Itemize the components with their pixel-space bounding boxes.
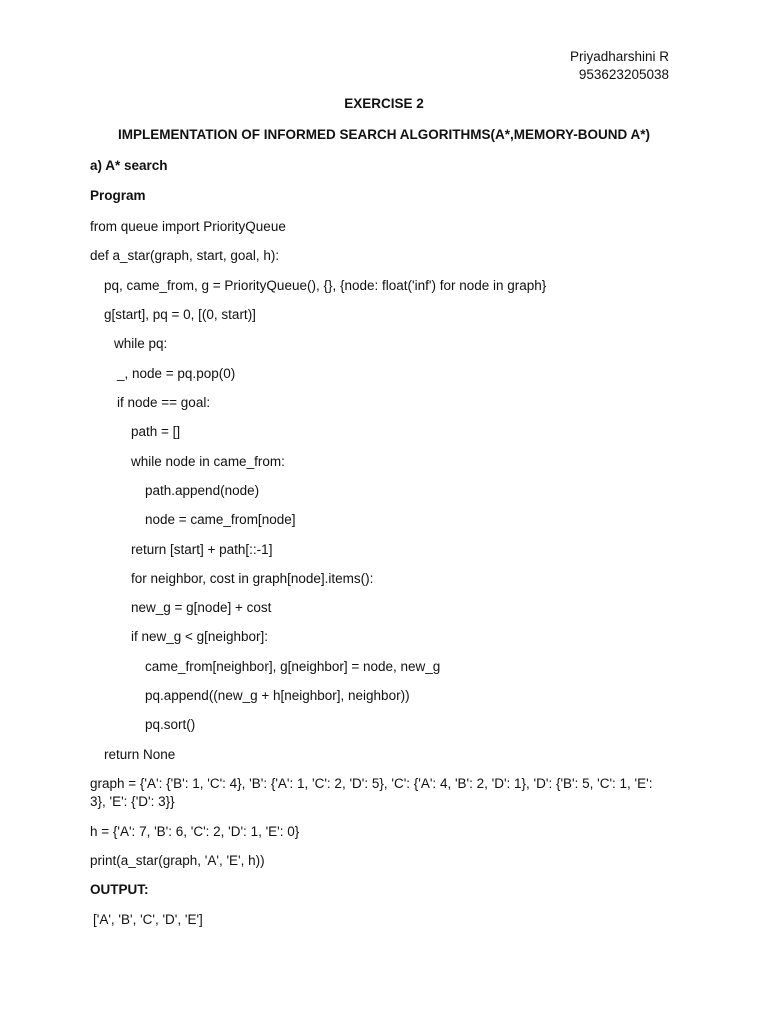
code-line: node = came_from[node]	[145, 512, 296, 527]
code-line: for neighbor, cost in graph[node].items():	[131, 571, 374, 586]
exercise-title: EXERCISE 2	[344, 96, 424, 111]
code-line: def a_star(graph, start, goal, h):	[90, 248, 280, 263]
code-line: pq, came_from, g = PriorityQueue(), {}, {node: float('inf') for node in graph}	[104, 278, 547, 293]
author-id: 953623205038	[578, 67, 669, 82]
author-name: Priyadharshini R	[569, 49, 669, 64]
code-line: g[start], pq = 0, [(0, start)]	[104, 307, 256, 322]
code-line: path = []	[131, 424, 181, 439]
output-value: ['A', 'B', 'C', 'D', 'E']	[93, 912, 203, 927]
code-line: h = {'A': 7, 'B': 6, 'C': 2, 'D': 1, 'E': 0}	[90, 824, 300, 839]
code-line: while pq:	[114, 336, 168, 351]
code-line: came_from[neighbor], g[neighbor] = node, new_g	[145, 659, 441, 674]
code-line: while node in came_from:	[131, 454, 285, 469]
program-label: Program	[90, 188, 146, 203]
code-line: return None	[104, 747, 176, 762]
code-line: new_g = g[node] + cost	[131, 600, 272, 615]
code-line: if new_g < g[neighbor]:	[131, 629, 268, 644]
code-line: _, node = pq.pop(0)	[117, 366, 236, 381]
document-heading: IMPLEMENTATION OF INFORMED SEARCH ALGORITHMS(A*,MEMORY-BOUND A*)	[118, 127, 650, 142]
code-line: return [start] + path[::-1]	[131, 542, 273, 557]
code-line: if node == goal:	[117, 395, 211, 410]
code-line-graph: graph = {'A': {'B': 1, 'C': 4}, 'B': {'A': 1, 'C': 2, 'D': 5}, 'C': {'A': 4, 'B': 2, 'D': 1}, 'D': {'B': 5, 'C': 1, 'E': 3}, 'E': {'D': 3}}	[90, 776, 653, 809]
section-label: a) A* search	[90, 158, 168, 173]
code-line: pq.sort()	[145, 717, 196, 732]
code-line: print(a_star(graph, 'A', 'E', h))	[90, 853, 265, 868]
output-label: OUTPUT:	[90, 882, 149, 897]
code-line: path.append(node)	[145, 483, 260, 498]
code-line: from queue import PriorityQueue	[90, 219, 286, 234]
code-line: pq.append((new_g + h[neighbor], neighbor))	[145, 688, 410, 703]
